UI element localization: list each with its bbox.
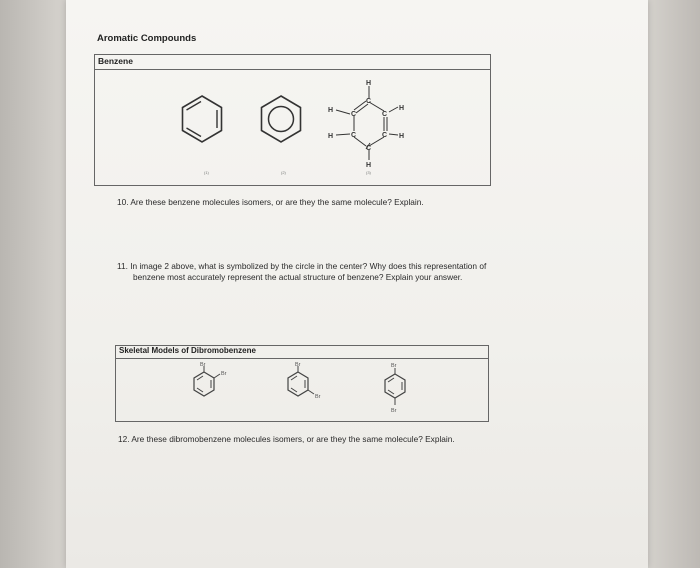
- structure-label-2: (2): [281, 170, 286, 175]
- br-label-meta-2: Br: [315, 394, 321, 400]
- atom-c-upper-right: C: [382, 111, 388, 118]
- br-label-meta-1: Br: [295, 362, 301, 368]
- benzene-kekule-structure: [176, 93, 228, 145]
- structure-label-1: (1): [204, 170, 209, 175]
- atom-c-upper-left: C: [351, 111, 357, 118]
- atom-c-top: C: [366, 98, 372, 105]
- question-12: 12. Are these dibromobenzene molecules isomers, or are they the same molecule? Explain.: [118, 434, 455, 444]
- br-label-ortho-2: Br: [221, 371, 227, 377]
- atom-h-lower-right: H: [399, 133, 405, 140]
- benzene-box-header: [95, 55, 490, 70]
- atom-h-top: H: [366, 80, 372, 87]
- br-label-para-1: Br: [391, 363, 397, 369]
- para-dibromobenzene-structure: [376, 358, 416, 416]
- dibromobenzene-box-header: [116, 346, 488, 359]
- meta-dibromobenzene-structure: [282, 360, 332, 404]
- document-title: Aromatic Compounds: [97, 33, 197, 44]
- atom-h-lower-left: H: [328, 133, 334, 140]
- br-label-ortho-1: Br: [200, 362, 206, 368]
- structure-label-3: (3): [366, 170, 371, 175]
- question-11-line-2: benzene most accurately represent the actual structure of benzene? Explain your answer.: [133, 272, 463, 282]
- benzene-box-title: Benzene: [98, 56, 133, 66]
- benzene-lewis-structure: [322, 76, 412, 176]
- atom-c-bottom: C: [366, 145, 372, 152]
- question-11-line-1: 11. In image 2 above, what is symbolized by the circle in the center? Why does this representation of: [117, 261, 487, 271]
- atom-h-upper-left: H: [328, 107, 334, 114]
- question-10: 10. Are these benzene molecules isomers, or are they the same molecule? Explain.: [117, 197, 424, 207]
- atom-c-lower-left: C: [351, 132, 357, 139]
- atom-h-upper-right: H: [399, 105, 405, 112]
- benzene-circle-structure: [255, 93, 307, 145]
- atom-c-lower-right: C: [382, 132, 388, 139]
- br-label-para-2: Br: [391, 408, 397, 414]
- ortho-dibromobenzene-structure: [186, 360, 236, 404]
- dibromobenzene-box-title: Skeletal Models of Dibromobenzene: [119, 346, 256, 355]
- atom-h-bottom: H: [366, 162, 372, 169]
